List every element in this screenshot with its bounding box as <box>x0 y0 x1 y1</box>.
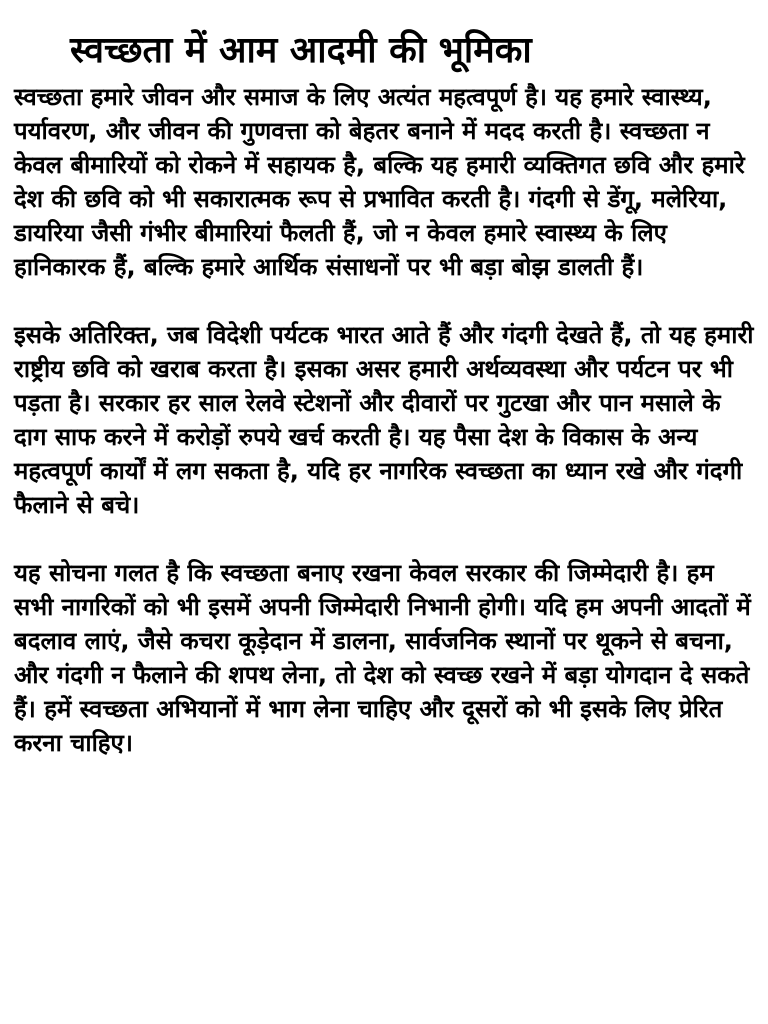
document-title: स्वच्छता में आम आदमी की भूमिका <box>70 30 532 71</box>
paragraph-2: इसके अतिरिक्त, जब विदेशी पर्यटक भारत आते हैं और गंदगी देखते हैं, तो यह हमारी राष्ट्रीय छवि को खराब करता है। इसका असर हमारी अर्थव्यवस्था और पर्यटन पर भी पड़ता है। सरकार हर साल रेलवे स्टेशनों और दीवारों पर गुटखा और पान मसाले के दाग साफ करने में करोड़ों रुपये खर्च करती है। यह पैसा देश के विकास के अन्य महत्वपूर्ण कार्यों में लग सकता है, यदि हर नागरिक स्वच्छता का ध्यान रखे और गंदगी फैलाने से बचे। <box>14 321 754 519</box>
paragraph-3: यह सोचना गलत है कि स्वच्छता बनाए रखना केवल सरकार की जिम्मेदारी है। हम सभी नागरिकों को भी इसमें अपनी जिम्मेदारी निभानी होगी। यदि हम अपनी आदतों में बदलाव लाएं, जैसे कचरा कूड़ेदान में डालना, सार्वजनिक स्थानों पर थूकने से बचना, और गंदगी न फैलाने की शपथ लेना, तो देश को स्वच्छ रखने में बड़ा योगदान दे सकते हैं। हमें स्वच्छता अभियानों में भाग लेना चाहिए और दूसरों को भी इसके लिए प्रेरित करना चाहिए। <box>14 559 751 757</box>
paragraph-gap <box>14 284 754 318</box>
paragraph-1: स्वच्छता हमारे जीवन और समाज के लिए अत्यंत महत्वपूर्ण है। यह हमारे स्वास्थ्य, पर्यावरण, और जीवन की गुणवत्ता को बेहतर बनाने में मदद करती है। स्वच्छता न केवल बीमारियों को रोकने में सहायक है, बल्कि यह हमारी व्यक्तिगत छवि और हमारे देश की छवि को भी सकारात्मक रूप से प्रभावित करती है। गंदगी से डेंगू, मलेरिया, डायरिया जैसी गंभीर बीमारियां फैलती हैं, जो न केवल हमारे स्वास्थ्य के लिए हानिकारक हैं, बल्कि हमारे आर्थिक संसाधनों पर भी बड़ा बोझ डालती हैं। <box>14 83 745 281</box>
paragraph-gap <box>14 522 754 556</box>
